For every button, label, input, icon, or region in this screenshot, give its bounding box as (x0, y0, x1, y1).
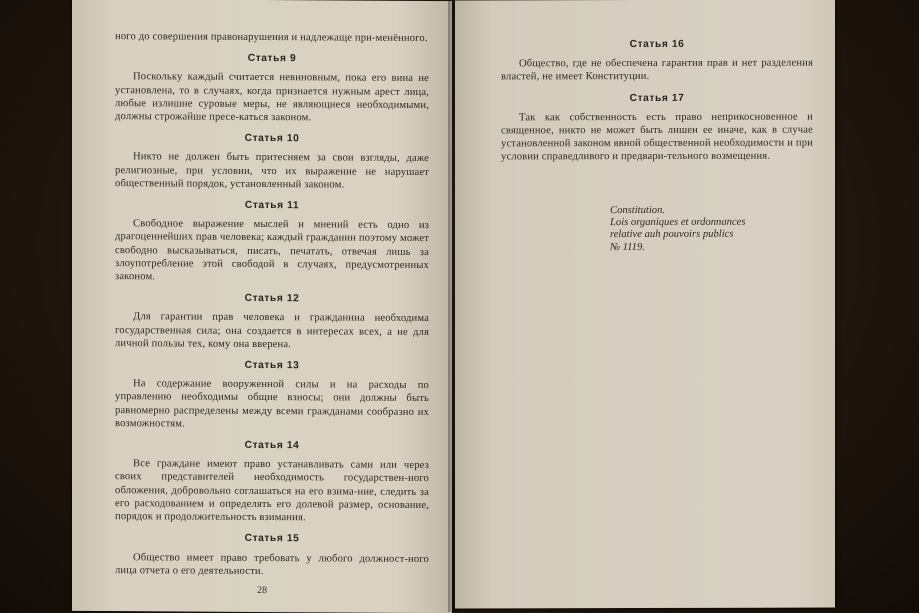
article-11-heading: Статья 11 (244, 199, 300, 212)
article-16-text: Общество, где не обеспечена гарантия прав и нет разделения властей, не имеет Конституции. (501, 57, 813, 83)
article-11-text: Свободное выражение мыслей и мнений есть одно из драгоценнейших прав человека; каждый гражданин поэтому может свободно высказываться, писать, печатать, отвечая лишь за злоупотребление этой свободой в случаях, предусмотренных законом. (115, 218, 429, 283)
article-15-heading: Статья 15 (244, 533, 300, 545)
article-16-heading: Статья 16 (629, 38, 685, 51)
article-10-heading: Статья 10 (244, 133, 300, 145)
article-13-text: На содержание вооруженной силы и на расходы по управлению необходимы общие взносы; они должны быть равномерно распределены между всеми гражданами сообразно их возможностям. (115, 378, 429, 430)
article-17-heading: Статья 17 (629, 92, 685, 104)
left-page (72, 0, 452, 613)
article-12-heading: Статья 12 (244, 293, 300, 305)
citation-line-2: Lois organiques et ordonnances (610, 216, 746, 229)
article-15-text: Общество имеет право требовать у любого должност-ного лица отчета о его деятельности. (115, 551, 429, 577)
article-13-heading: Статья 13 (244, 359, 300, 372)
article-9-text: Поскольку каждый считается невиновным, пока его вина не установлена, то в случаях, когда признается нужным арест лица, любые излишне суровые меры, не являющиеся необходимыми, должны строжайше пресе-каться законом. (115, 71, 429, 124)
left-page-content (115, 30, 429, 587)
article-8-continuation: ного до совершения правонарушения и надлежаще при-менённого. (115, 31, 428, 45)
article-10-text: Никто не должен быть притесняем за свои взгляды, даже религиозные, при условии, что их выражение не нарушает общественный порядок, установленный законом. (115, 151, 429, 191)
article-9-heading: Статья 9 (247, 53, 297, 65)
citation-line-4: № 1119. (610, 241, 645, 253)
right-page (455, 0, 835, 608)
page-number: 28 (257, 584, 267, 597)
article-14-heading: Статья 14 (244, 439, 300, 452)
article-12-text: Для гарантии прав человека и гражданина необходима государственная сила; она создается в интересах всех, а не для личной пользы тех, кому она вверена. (115, 311, 429, 351)
article-14-text: Все граждане имеют право устанавливать сами или через своих представителей необходимость государствен-ного обложения, добровольно соглашаться на его взима-ние, следить за его расходованием и определять его долевой размер, основание, порядок и продолжительность взимания. (115, 458, 429, 524)
citation-line-3: relative auh pouvoirs publics (610, 229, 734, 241)
right-page-content (501, 38, 813, 172)
source-citation (610, 205, 820, 254)
article-17-text: Так как собственность есть право неприкосновенное и священное, никто не может быть лишен ее иначе, как в случае установленной законом явной общественной необходимости и при условии справедливого и предвари-тельного возмещения. (501, 111, 813, 163)
citation-line-1: Constitution. (610, 204, 666, 217)
